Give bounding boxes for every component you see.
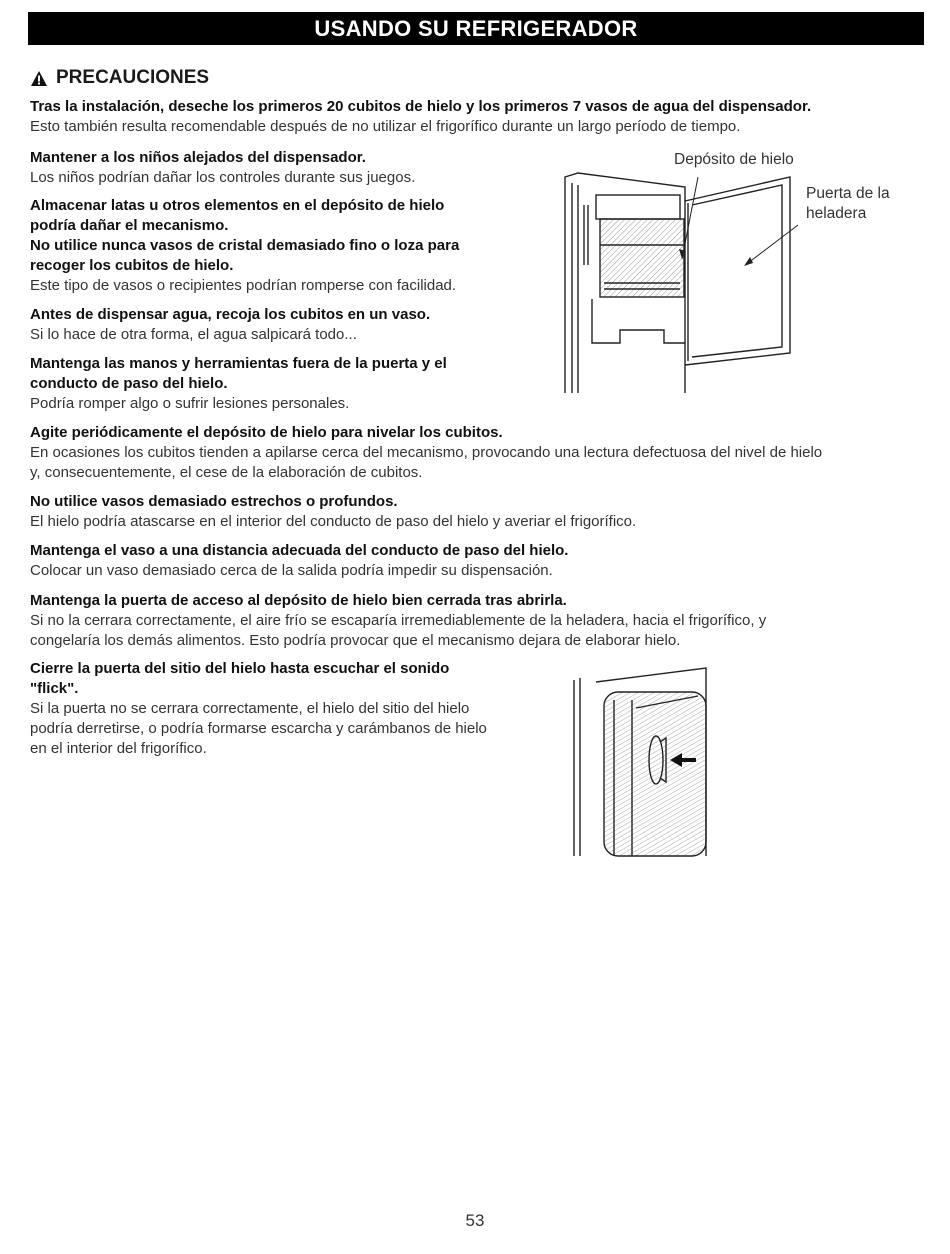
precaution-heading: No utilice vasos demasiado estrechos o profundos. [30,493,398,510]
intro-block [30,97,930,137]
precaution-item [30,196,550,296]
precaution-heading: Cierre la puerta del sitio del hielo hasta escuchar el sonido [30,660,450,677]
precaution-heading: Mantenga el vaso a una distancia adecuada del conducto de paso del hielo. [30,542,569,559]
precaution-text: Colocar un vaso demasiado cerca de la salida podría impedir su dispensación. [30,562,553,579]
ice-door-close-illustration [566,660,711,860]
precaution-item [30,591,930,651]
page-header-title: USANDO SU REFRIGERADOR [314,16,638,41]
label-ice-bin: Depósito de hielo [674,151,794,168]
precaution-heading: Almacenar latas u otros elementos en el depósito de hielo [30,197,445,214]
precaution-heading: recoger los cubitos de hielo. [30,257,234,274]
intro-text: Esto también resulta recomendable después de no utilizar el frigorífico durante un largo período de tiempo. [30,118,741,135]
precaution-text: El hielo podría atascarse en el interior del conducto de paso del hielo y averiar el frigorífico. [30,513,637,530]
precaution-heading: conducto de paso del hielo. [30,375,228,392]
precaution-text: en el interior del frigorífico. [30,740,207,757]
precaution-heading: Mantenga la puerta de acceso al depósito de hielo bien cerrada tras abrirla. [30,592,567,609]
precaution-heading: podría dañar el mecanismo. [30,217,229,234]
precaution-text: congelaría los demás alimentos. Esto podría provocar que el mecanismo dejara de elaborar hielo. [30,632,681,649]
label-freezer-door-line1: Puerta de la [806,185,890,202]
precaution-heading: Agite periódicamente el depósito de hielo para nivelar los cubitos. [30,424,503,441]
precaution-heading: Antes de dispensar agua, recoja los cubitos en un vaso. [30,306,431,323]
precaution-text: Si la puerta no se cerrara correctamente, el hielo del sitio del hielo [30,700,470,717]
precaution-heading: No utilice nunca vasos de cristal demasiado fino o loza para [30,237,460,254]
precaution-text: Si lo hace de otra forma, el agua salpicará todo... [30,326,357,343]
precaution-text: y, consecuentemente, el cese de la elaboración de cubitos. [30,464,423,481]
precaution-item [30,305,550,345]
section-title [30,67,209,89]
precaution-item [30,541,930,581]
precaution-item [30,492,930,532]
ice-bin-door-illustration [560,165,810,393]
intro-heading: Tras la instalación, deseche los primeros 20 cubitos de hielo y los primeros 7 vasos de agua del dispensador. [30,98,812,115]
precaution-text: Este tipo de vasos o recipientes podrían romperse con facilidad. [30,277,457,294]
precaution-heading: Mantenga las manos y herramientas fuera de la puerta y el [30,355,447,372]
precaution-text: Podría romper algo o sufrir lesiones personales. [30,395,350,412]
precaution-heading: Mantener a los niños alejados del dispensador. [30,149,366,166]
precaution-text: Los niños podrían dañar los controles durante sus juegos. [30,169,416,186]
page-number: 53 [465,1211,485,1230]
warning-triangle-icon [30,70,48,87]
page-header-banner [28,12,924,45]
precaution-item [30,354,550,414]
precaution-heading: "flick". [30,680,79,697]
precaution-text: Si no la cerrara correctamente, el aire frío se escaparía irremediablemente de la heladera, hacia el frigorífico, y [30,612,767,629]
precaution-item [30,423,930,483]
precaution-text: podría derretirse, o podría formarse escarcha y carámbanos de hielo [30,720,487,737]
section-title-text: PRECAUCIONES [56,67,210,88]
precaution-item [30,148,550,188]
label-freezer-door-line2: heladera [806,205,867,222]
precaution-item [30,659,560,759]
precaution-text: En ocasiones los cubitos tienden a apilarse cerca del mecanismo, provocando una lectura defectuosa del nivel de hielo [30,444,823,461]
